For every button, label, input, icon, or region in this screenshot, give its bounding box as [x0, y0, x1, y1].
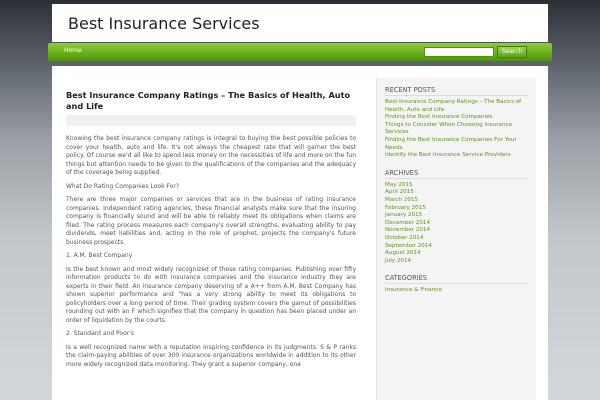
- search-button[interactable]: Search: [497, 46, 527, 58]
- archives-widget: [385, 169, 528, 266]
- nav-bar: [48, 43, 552, 61]
- post-body: [66, 135, 356, 369]
- archive-link[interactable]: February 2015: [385, 204, 426, 211]
- recent-post-link[interactable]: Best Insurance Company Ratings – The Basics of Health, Auto and Life: [385, 99, 522, 113]
- archive-link[interactable]: October 2014: [385, 234, 424, 241]
- archive-link[interactable]: April 2015: [385, 189, 414, 196]
- recent-post-link[interactable]: Things to Consider When Choosing Insurance Services: [385, 121, 513, 136]
- post-meta-bar: [66, 115, 356, 126]
- recent-post-link[interactable]: Finding the Best Insurance Companies For Your Needs: [385, 136, 517, 151]
- archives-title: ARCHIVES: [385, 169, 528, 179]
- archive-link[interactable]: September 2014: [385, 242, 432, 249]
- post-subheading: 2. Standard and Poor's: [66, 330, 135, 337]
- archive-link[interactable]: March 2015: [385, 196, 419, 203]
- main-content: [52, 66, 548, 400]
- archive-link[interactable]: May 2015: [385, 181, 413, 188]
- categories-widget: [385, 274, 528, 295]
- page-wrapper: [52, 0, 548, 400]
- site-header: [52, 4, 548, 42]
- archive-link[interactable]: January 2015: [385, 212, 423, 219]
- archive-link[interactable]: August 2014: [385, 250, 421, 257]
- sidebar: [376, 78, 536, 400]
- recent-post-link[interactable]: Identify the Best Insurance Service Providers: [385, 152, 511, 159]
- archive-link[interactable]: December 2014: [385, 219, 431, 226]
- recent-post-link[interactable]: Finding the Best Insurance Companies: [385, 114, 493, 121]
- categories-title: CATEGORIES: [385, 274, 528, 284]
- post-subheading: 1. A.M. Best Company: [66, 252, 133, 259]
- post-paragraph: Is a well recognized name with a reputation inspiring confidence in its judgments. S & P ranks the claim-paying abilities of over 300 insurance organizations worldwide in addition to its other more widely recognized data monitoring. They grant a superior company, one: [66, 343, 356, 368]
- post-subheading: What Do Rating Companies Look For?: [66, 182, 180, 190]
- archive-link[interactable]: November 2014: [385, 227, 431, 234]
- site-title[interactable]: Best Insurance Services: [68, 14, 260, 33]
- category-link[interactable]: Insurance & Finance: [385, 287, 442, 294]
- post-paragraph: There are three major companies or services that are in the business of rating insurance companies. Independent rating agencies, these financial analysts make sure that the insuring company is financially sound and will be able to reliably meet its obligations when claims are filed. The rating process measures each company's overall strengths, evaluating ability to pay dividends, meet liabilities and, acting in the role of prophet, projects the company's future business prospects.: [66, 196, 356, 246]
- recent-posts-widget: [385, 86, 528, 160]
- post-title[interactable]: Best Insurance Company Ratings – The Basics of Health, Auto and Life: [66, 90, 351, 111]
- post: [66, 90, 356, 374]
- nav-item-home[interactable]: Home: [64, 47, 82, 54]
- post-paragraph: Knowing the best insurance company ratings is integral to buying the best possible policies to cover your health, auto and life. It's not always the cheapest rate that will garner the best policy. Of course we'd all like to spend less money on the necessities of life and more on the fun things but attention needs to be given to the qualifications of the companies and the adequacy of the coverage being supplied.: [66, 135, 356, 176]
- archive-link[interactable]: July 2014: [385, 257, 412, 264]
- search-input[interactable]: [424, 47, 494, 57]
- post-paragraph: Is the best known and most widely recognized of these rating companies. Publishing over fifty information products to do with insurance companies and the insurance industry they are experts in their field. An insurance company deserving of a A++ from A.M. Best Company has shown superior performance and "has a very strong ability to meet its obligations to policyholders over a long period of time. Their grading system covers the gamut of possibilities rounding out with an F which signifies that the company in question has been placed under an order of liquidation by the courts.: [66, 265, 356, 324]
- recent-posts-title: RECENT POSTS: [385, 86, 528, 96]
